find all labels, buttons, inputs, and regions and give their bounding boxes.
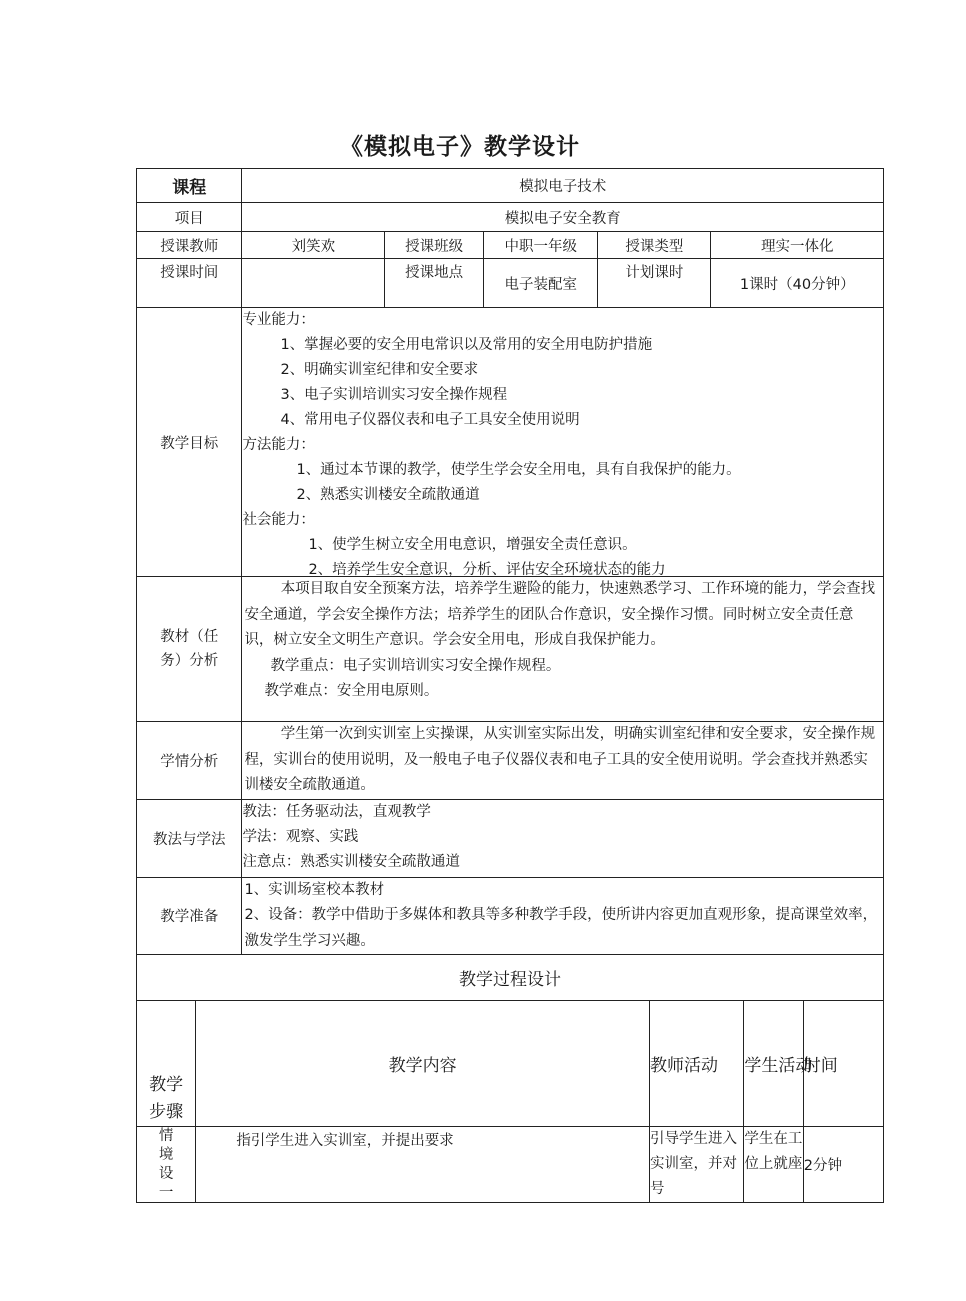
professional-heading: 专业能力： <box>242 312 315 328</box>
process-heading-row <box>137 955 884 1001</box>
method-heading: 方法能力： <box>242 437 315 453</box>
material-text: 本项目取自安全预案方法，培养学生避险的能力，快速熟悉学习、工作环境的能力，学会查找安全通道，学会安全操作方法；培养学生的团队合作意识，安全操作习惯。同时树立安全责任意识，树立安全文明生产意识。学会安全用电，形成自我保护能力。 <box>244 581 876 648</box>
preparation-item: 2、设备：教学中借助于多媒体和教具等多种教学手段，使所讲内容更加直观形象，提高课堂效率，激发学生学习兴趣。 <box>244 907 878 949</box>
project-value: 模拟电子安全教育 <box>242 203 884 232</box>
professional-item: 2、明确实训室纪律和安全要求 <box>280 362 479 378</box>
preparation-content <box>242 877 884 955</box>
material-label-line2: 务）分析 <box>160 653 219 669</box>
place-value: 电子装配室 <box>484 259 598 308</box>
process-row <box>137 1127 884 1203</box>
objectives-label: 教学目标 <box>137 308 242 577</box>
process-header-row <box>137 1001 884 1127</box>
method-item: 1、通过本节课的教学，使学生学会安全用电，具有自我保护的能力。 <box>296 462 741 478</box>
method-note: 注意点：熟悉实训楼安全疏散通道 <box>242 853 460 870</box>
step-cell <box>137 1127 196 1203</box>
objectives-row <box>137 308 884 577</box>
difficulty: 教学难点：安全用电原则。 <box>264 682 439 699</box>
preparation-row <box>137 877 884 955</box>
document-title: 《模拟电子》教学设计 <box>340 134 580 160</box>
objectives-content <box>242 308 884 577</box>
social-item: 1、使学生树立安全用电意识，增强安全责任意识。 <box>308 537 637 553</box>
type-label: 授课类型 <box>598 232 711 259</box>
professional-item: 3、电子实训培训实习安全操作规程 <box>280 387 508 403</box>
col-step <box>137 1001 196 1127</box>
step-content: 指引学生进入实训室，并提出要求 <box>196 1127 650 1203</box>
methods-label: 教法与学法 <box>137 799 242 877</box>
social-heading: 社会能力： <box>242 512 315 528</box>
lesson-plan-table <box>136 168 884 1203</box>
class-label: 授课班级 <box>385 232 484 259</box>
material-label <box>137 577 242 722</box>
time-row <box>137 259 884 308</box>
col-time: 时间 <box>803 1001 883 1127</box>
professional-item: 4、常用电子仪器仪表和电子工具安全使用说明 <box>280 412 580 428</box>
step-char: 一 <box>158 1185 174 1201</box>
methods-row <box>137 799 884 877</box>
teacher-value: 刘笑欢 <box>242 232 385 259</box>
time-value <box>242 259 385 308</box>
learner-row <box>137 722 884 800</box>
col-content: 教学内容 <box>196 1001 650 1127</box>
methods-content <box>242 799 884 877</box>
social-item: 2、培养学生安全意识，分析、评估安全环境状态的能力 <box>308 562 666 578</box>
teaching-method: 教法：任务驱动法，直观教学 <box>242 803 431 820</box>
col-teacher: 教师活动 <box>649 1001 743 1127</box>
professional-item: 1、掌握必要的安全用电常识以及常用的安全用电防护措施 <box>280 337 653 353</box>
step-time: 2分钟 <box>803 1127 883 1203</box>
learner-content <box>242 722 884 800</box>
process-heading: 教学过程设计 <box>137 955 884 1001</box>
hours-value: 1课时（40分钟） <box>711 259 884 308</box>
class-value: 中职一年级 <box>484 232 598 259</box>
step-char: 设 <box>158 1166 174 1182</box>
time-label: 授课时间 <box>137 259 242 308</box>
preparation-item: 1、实训场室校本教材 <box>244 881 385 898</box>
project-label: 项目 <box>137 203 242 232</box>
course-label: 课程 <box>137 169 242 203</box>
learning-method: 学法：观察、实践 <box>242 828 359 845</box>
project-row <box>137 203 884 232</box>
learner-label: 学情分析 <box>137 722 242 800</box>
preparation-label: 教学准备 <box>137 877 242 955</box>
material-row <box>137 577 884 722</box>
material-content <box>242 577 884 722</box>
type-value: 理实一体化 <box>711 232 884 259</box>
material-label-line1: 教材（任 <box>160 629 219 645</box>
col-student: 学生活动 <box>744 1001 803 1127</box>
col-step-line2: 步骤 <box>149 1102 184 1122</box>
col-step-line1: 教学 <box>149 1075 184 1095</box>
teacher-row <box>137 232 884 259</box>
key-point: 教学重点：电子实训培训实习安全操作规程。 <box>270 657 561 674</box>
learner-text: 学生第一次到实训室上实操课，从实训室实际出发，明确实训室纪律和安全要求，安全操作规程，实训台的使用说明，及一般电子电子仪器仪表和电子工具的安全使用说明。学会查找并熟悉实训楼安全疏散通道。 <box>244 726 876 793</box>
hours-label: 计划课时 <box>598 259 711 308</box>
teacher-activity: 引导学生进入实训室，并对号 <box>649 1127 743 1203</box>
step-char: 境 <box>158 1147 174 1163</box>
course-row <box>137 169 884 203</box>
step-char: 情 <box>158 1128 174 1144</box>
student-activity: 学生在工位上就座 <box>744 1127 803 1203</box>
place-label: 授课地点 <box>385 259 484 308</box>
teacher-label: 授课教师 <box>137 232 242 259</box>
method-item: 2、熟悉实训楼安全疏散通道 <box>296 487 480 503</box>
course-value: 模拟电子技术 <box>242 169 884 203</box>
